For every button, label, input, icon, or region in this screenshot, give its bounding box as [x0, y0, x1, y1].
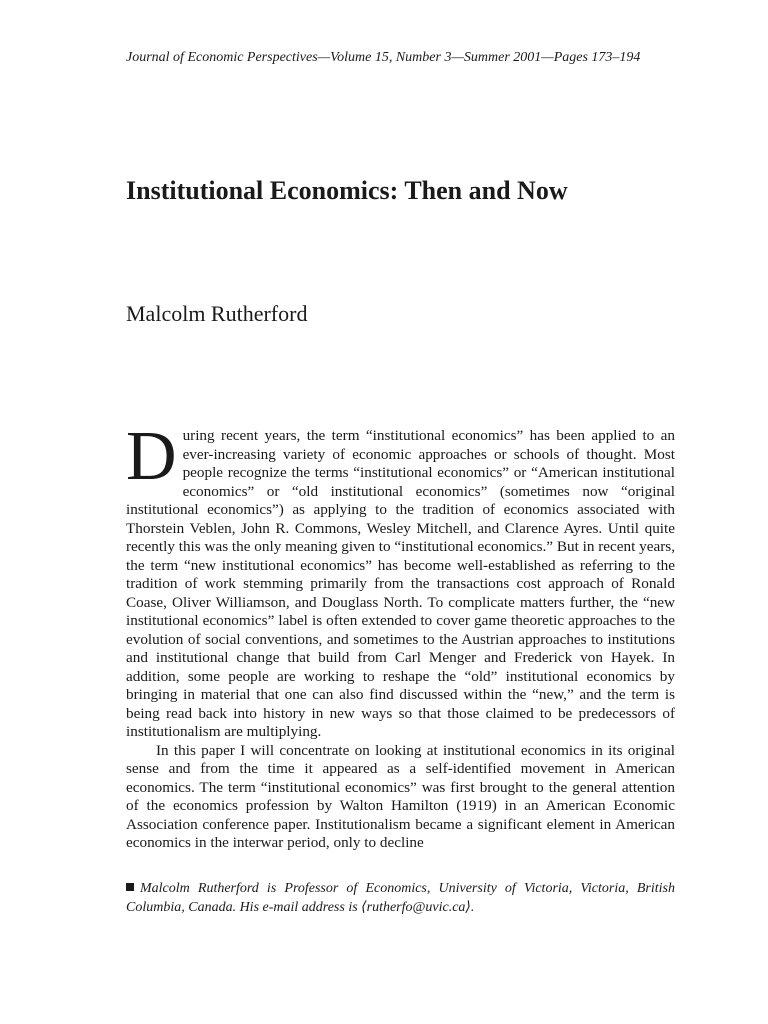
footnote-text: Malcolm Rutherford is Professor of Economics, University of Victoria, Victoria, British Columbia, Canada. His e-mail address is ⟨rutherfo@uvic.ca⟩. — [126, 881, 675, 915]
running-head: Journal of Economic Perspectives—Volume 15, Number 3—Summer 2001—Pages 173–194 — [126, 50, 641, 65]
square-bullet-icon — [126, 883, 134, 891]
paragraph-1-text: uring recent years, the term “institutional economics” has been applied to an ever-increasing variety of economic approaches or schools of thought. Most people recognize the terms “institutional economics” or “American institutional economics” or “old institutional economics” (sometimes now “original institutional economics”) as applying to the tradition of economics associated with Thorstein Veblen, John R. Commons, Wesley Mitchell, and Clarence Ayres. Until quite recently this was the only meaning given to “institutional economics.” But in recent years, the term “new institutional economics” has become well-established as referring to the tradition of work stemming primarily from the transactions cost approach of Ronald Coase, Oliver Williamson, and Douglass North. To complicate matters further, the “new institutional economics” label is often extended to cover game theoretic approaches to the evolution of social conventions, and sometimes to the Austrian approaches to institutions and institutional change that build from Carl Menger and Frederick von Hayek. In addition, some people are working to reshape the “old” institutional economics by bringing in material that one can also find discussed within the “new,” and the term is being read back into history in new ways so that those claimed to be predecessors of institutionalism are multiplying. — [126, 427, 675, 740]
paragraph-1 — [126, 418, 675, 742]
article-title: Institutional Economics: Then and Now — [126, 176, 568, 205]
drop-cap: D — [126, 418, 177, 495]
paragraph-2: In this paper I will concentrate on looking at institutional economics in its original sense and from the time it appeared as a self-identified movement in American economics. The term “institutional economics” was first brought to the general attention of the economics profession by Walton Hamilton (1919) in an American Economic Association conference paper. Institutionalism became a significant element in American economics in the interwar period, only to decline — [126, 741, 675, 851]
author-name: Malcolm Rutherford — [126, 301, 308, 326]
author-footnote — [126, 879, 675, 917]
article-body — [126, 418, 675, 853]
